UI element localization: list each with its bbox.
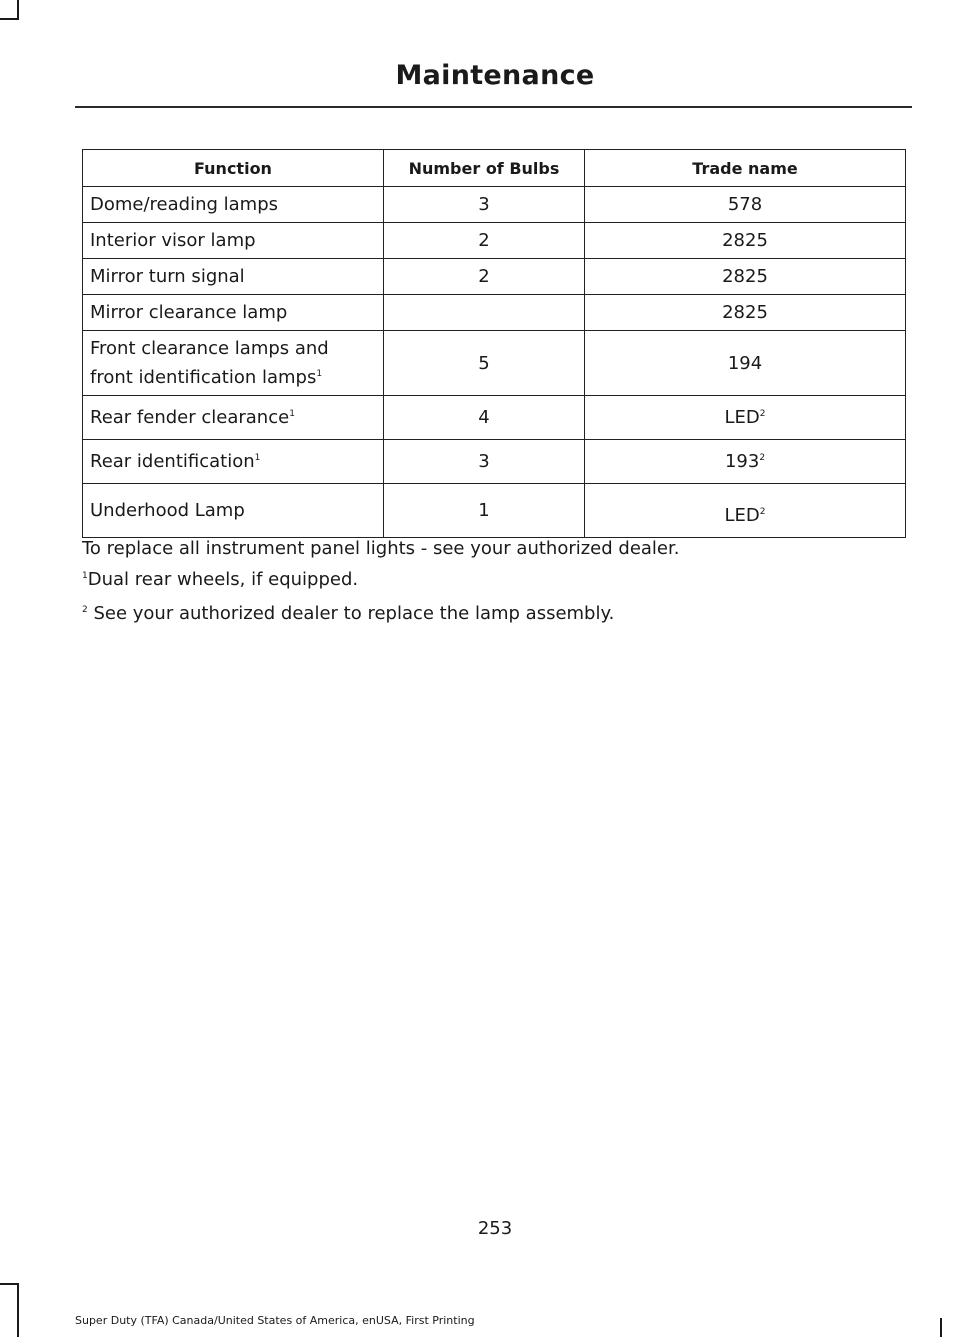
function-text: Rear identification <box>90 451 255 472</box>
bulbs-cell: 2 <box>384 259 585 295</box>
function-cell: Interior visor lamp <box>83 223 384 259</box>
table-row <box>83 295 906 331</box>
function-text: Rear fender clearance <box>90 407 290 428</box>
bulb-table <box>82 149 906 538</box>
bulbs-cell: 4 <box>384 396 585 440</box>
trade-cell <box>585 484 906 538</box>
page-number: 253 <box>477 1218 513 1239</box>
trade-cell: 2825 <box>585 259 906 295</box>
table-row <box>83 259 906 295</box>
function-line-1: Front clearance lamps and <box>90 338 329 359</box>
trade-text: LED <box>724 505 760 526</box>
function-line-2 <box>90 363 376 392</box>
trade-cell: 2825 <box>585 295 906 331</box>
title-rule <box>75 106 912 108</box>
footnote-1 <box>82 569 358 590</box>
trade-cell: 578 <box>585 187 906 223</box>
crop-mark-top-left-h <box>0 18 19 20</box>
footnote-2 <box>82 603 614 624</box>
footnote-marker: 2 <box>759 507 766 517</box>
function-line-2-text: front identification lamps <box>90 367 317 388</box>
header-function: Function <box>83 150 384 187</box>
footnote-1-text: Dual rear wheels, if equipped. <box>87 569 359 590</box>
footnote-1-marker: 1 <box>82 571 88 581</box>
function-cell: Dome/reading lamps <box>83 187 384 223</box>
table-row <box>83 484 906 538</box>
function-cell: Underhood Lamp <box>83 484 384 538</box>
crop-mark-top-left <box>17 0 19 20</box>
footnote-marker: 1 <box>316 369 323 379</box>
trade-cell <box>585 440 906 484</box>
header-number-of-bulbs: Number of Bulbs <box>384 150 585 187</box>
crop-mark-bottom-right <box>940 1318 942 1337</box>
crop-mark-bottom-left-h <box>0 1283 19 1285</box>
footnote-marker: 1 <box>254 453 261 463</box>
function-cell: Mirror turn signal <box>83 259 384 295</box>
bulbs-cell: 1 <box>384 484 585 538</box>
table-row <box>83 331 906 396</box>
page-title: Maintenance <box>395 60 595 91</box>
bulbs-cell: 3 <box>384 440 585 484</box>
function-cell: Mirror clearance lamp <box>83 295 384 331</box>
trade-text: LED <box>724 407 760 428</box>
bulbs-cell: 5 <box>384 331 585 396</box>
page-footer: Super Duty (TFA) Canada/United States of America, enUSA, First Printing <box>75 1314 475 1327</box>
footnote-2-text: See your authorized dealer to replace the lamp assembly. <box>87 603 615 624</box>
function-cell <box>83 331 384 396</box>
crop-mark-bottom-left <box>17 1283 19 1337</box>
table-row <box>83 187 906 223</box>
function-cell <box>83 440 384 484</box>
instrument-panel-note: To replace all instrument panel lights - see your authorized dealer. <box>82 538 680 559</box>
footnote-marker: 2 <box>759 409 766 419</box>
header-trade-name: Trade name <box>585 150 906 187</box>
footnote-2-marker: 2 <box>82 605 88 615</box>
table-row <box>83 223 906 259</box>
bulbs-cell: 3 <box>384 187 585 223</box>
trade-cell: 2825 <box>585 223 906 259</box>
footnote-marker: 1 <box>289 409 295 419</box>
table-row <box>83 396 906 440</box>
trade-cell <box>585 396 906 440</box>
trade-text: 193 <box>724 451 760 472</box>
footnote-marker: 2 <box>759 453 766 463</box>
bulbs-cell: 2 <box>384 223 585 259</box>
trade-cell: 194 <box>585 331 906 396</box>
function-cell <box>83 396 384 440</box>
table-header-row <box>83 150 906 187</box>
table-row <box>83 440 906 484</box>
bulbs-cell <box>384 295 585 331</box>
